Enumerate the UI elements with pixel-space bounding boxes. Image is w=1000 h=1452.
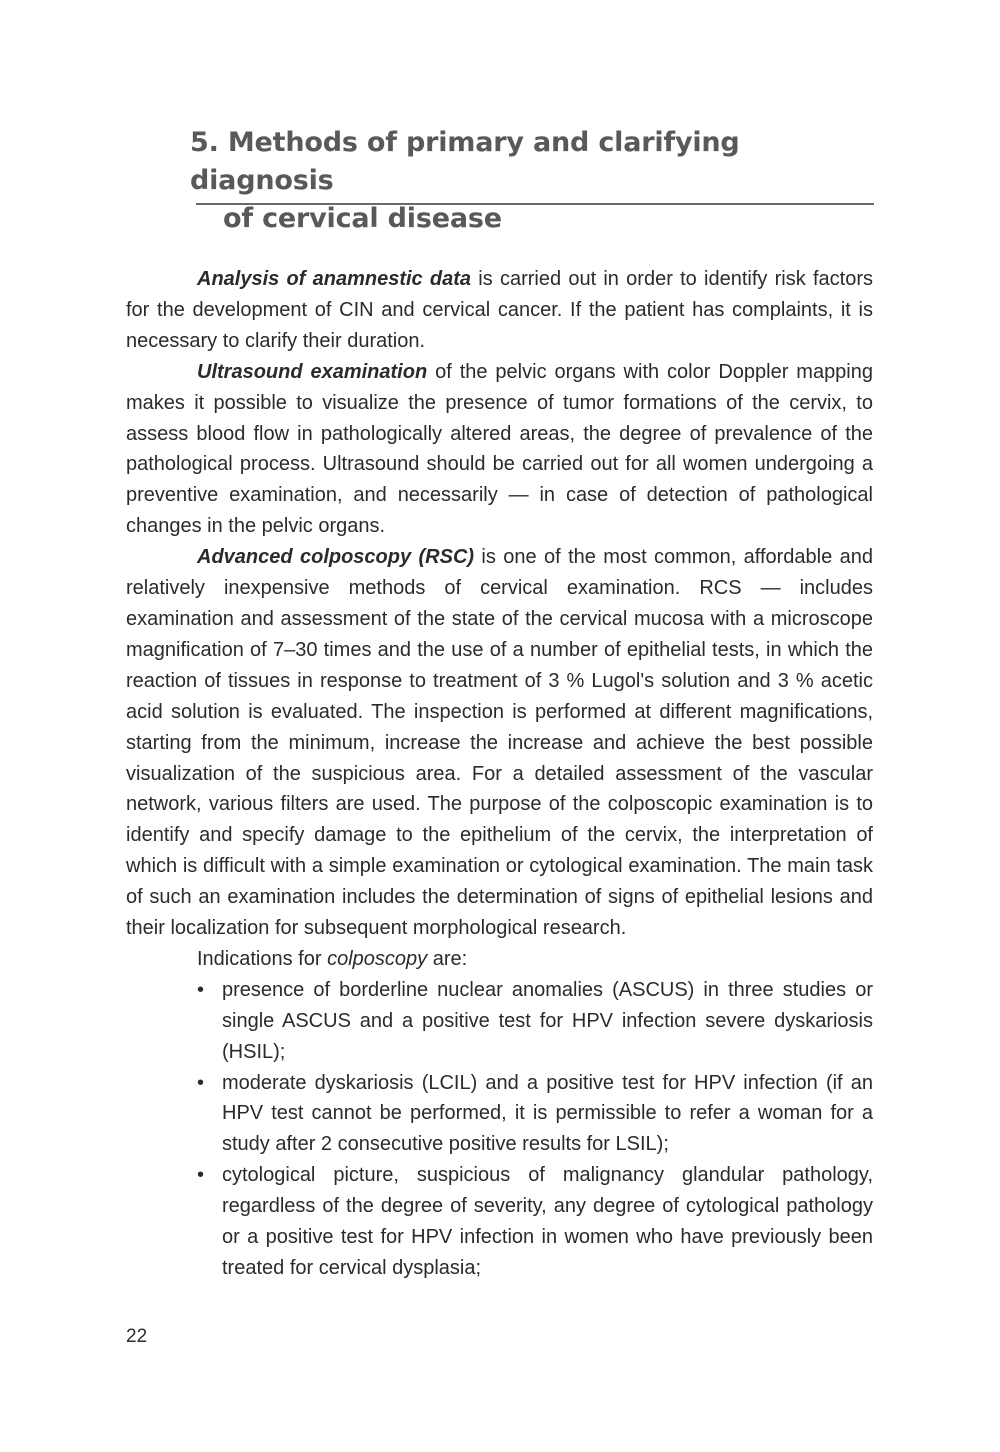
paragraph-text: is carried out in order to identify risk factors for the development of CIN and cervical cancer. If the patient has complaints, it is necessary to clarify their duration. (126, 268, 873, 352)
indications-list (126, 975, 873, 1284)
list-item-text: moderate dyskariosis (LCIL) and a positive test for HPV infection (if an HPV test cannot be performed, it is permissible to refer a woman for a study after 2 consecutive positive results for LSIL); (222, 1071, 873, 1156)
section-title-line-2: of cervical disease (223, 203, 502, 234)
paragraph-lead: Ultrasound examination (197, 360, 428, 383)
list-item (197, 1068, 873, 1161)
section-title-line-1: Methods of primary and clarifying diagnosis (190, 127, 740, 196)
section-heading (190, 124, 880, 238)
bullet-icon: • (197, 1164, 205, 1187)
bullet-icon: • (197, 1071, 205, 1094)
bullet-icon: • (197, 978, 205, 1001)
heading-divider (196, 203, 874, 205)
intro-text-after: are: (427, 947, 468, 970)
page-number: 22 (126, 1326, 148, 1347)
paragraph-colposcopy (126, 542, 873, 944)
paragraph-anamnestic (126, 264, 873, 357)
intro-text-before: Indications for (197, 947, 328, 970)
list-item-text: cytological picture, suspicious of malignancy glandular pathology, regardless of the degree of severity, any degree of cytological pathology or a positive test for HPV infection in women who have previously been treated for cervical dysplasia; (222, 1164, 873, 1279)
paragraph-lead: Advanced colposcopy (RSC) (197, 546, 475, 569)
list-item-text: presence of borderline nuclear anomalies (ASCUS) in three studies or single ASCUS and a positive test for HPV infection severe dyskariosis (HSIL); (222, 978, 873, 1063)
body-text (126, 264, 873, 1284)
intro-text-italic: colposcopy (327, 947, 428, 970)
section-number: 5. (190, 127, 219, 158)
paragraph-text: of the pelvic organs with color Doppler mapping makes it possible to visualize the presence of tumor formations of the cervix, to assess blood flow in pathologically altered areas, the degree of prevalence of the pathological process. Ultrasound should be carried out for all women undergoing a preventive examination, and necessarily — in case of detection of pathological changes in the pelvic organs. (126, 360, 873, 538)
list-item (197, 1160, 873, 1284)
paragraph-ultrasound (126, 357, 873, 542)
list-item (197, 975, 873, 1068)
paragraph-text: is one of the most common, affordable and relatively inexpensive methods of cervical examination. RCS — includes examination and assessment of the state of the cervical mucosa with a microscope magnification of 7–30 times and the use of a number of epithelial tests, in which the reaction of tissues in response to treatment of 3 % Lugol's solution and 3 % acetic acid solution is evaluated. The inspection is performed at different magnifications, starting from the minimum, increase the increase and achieve the best possible visualization of the suspicious area. For a detailed assessment of the vascular network, various filters are used. The purpose of the colposcopic examination is to identify and specify damage to the epithelium of the cervix, the interpretation of which is difficult with a simple examination or cytological examination. The main task of such an examination includes the determination of signs of epithelial lesions and their localization for subsequent morphological research. (126, 546, 873, 940)
paragraph-indications-intro (126, 944, 873, 975)
paragraph-lead: Analysis of anamnestic data (197, 268, 472, 290)
